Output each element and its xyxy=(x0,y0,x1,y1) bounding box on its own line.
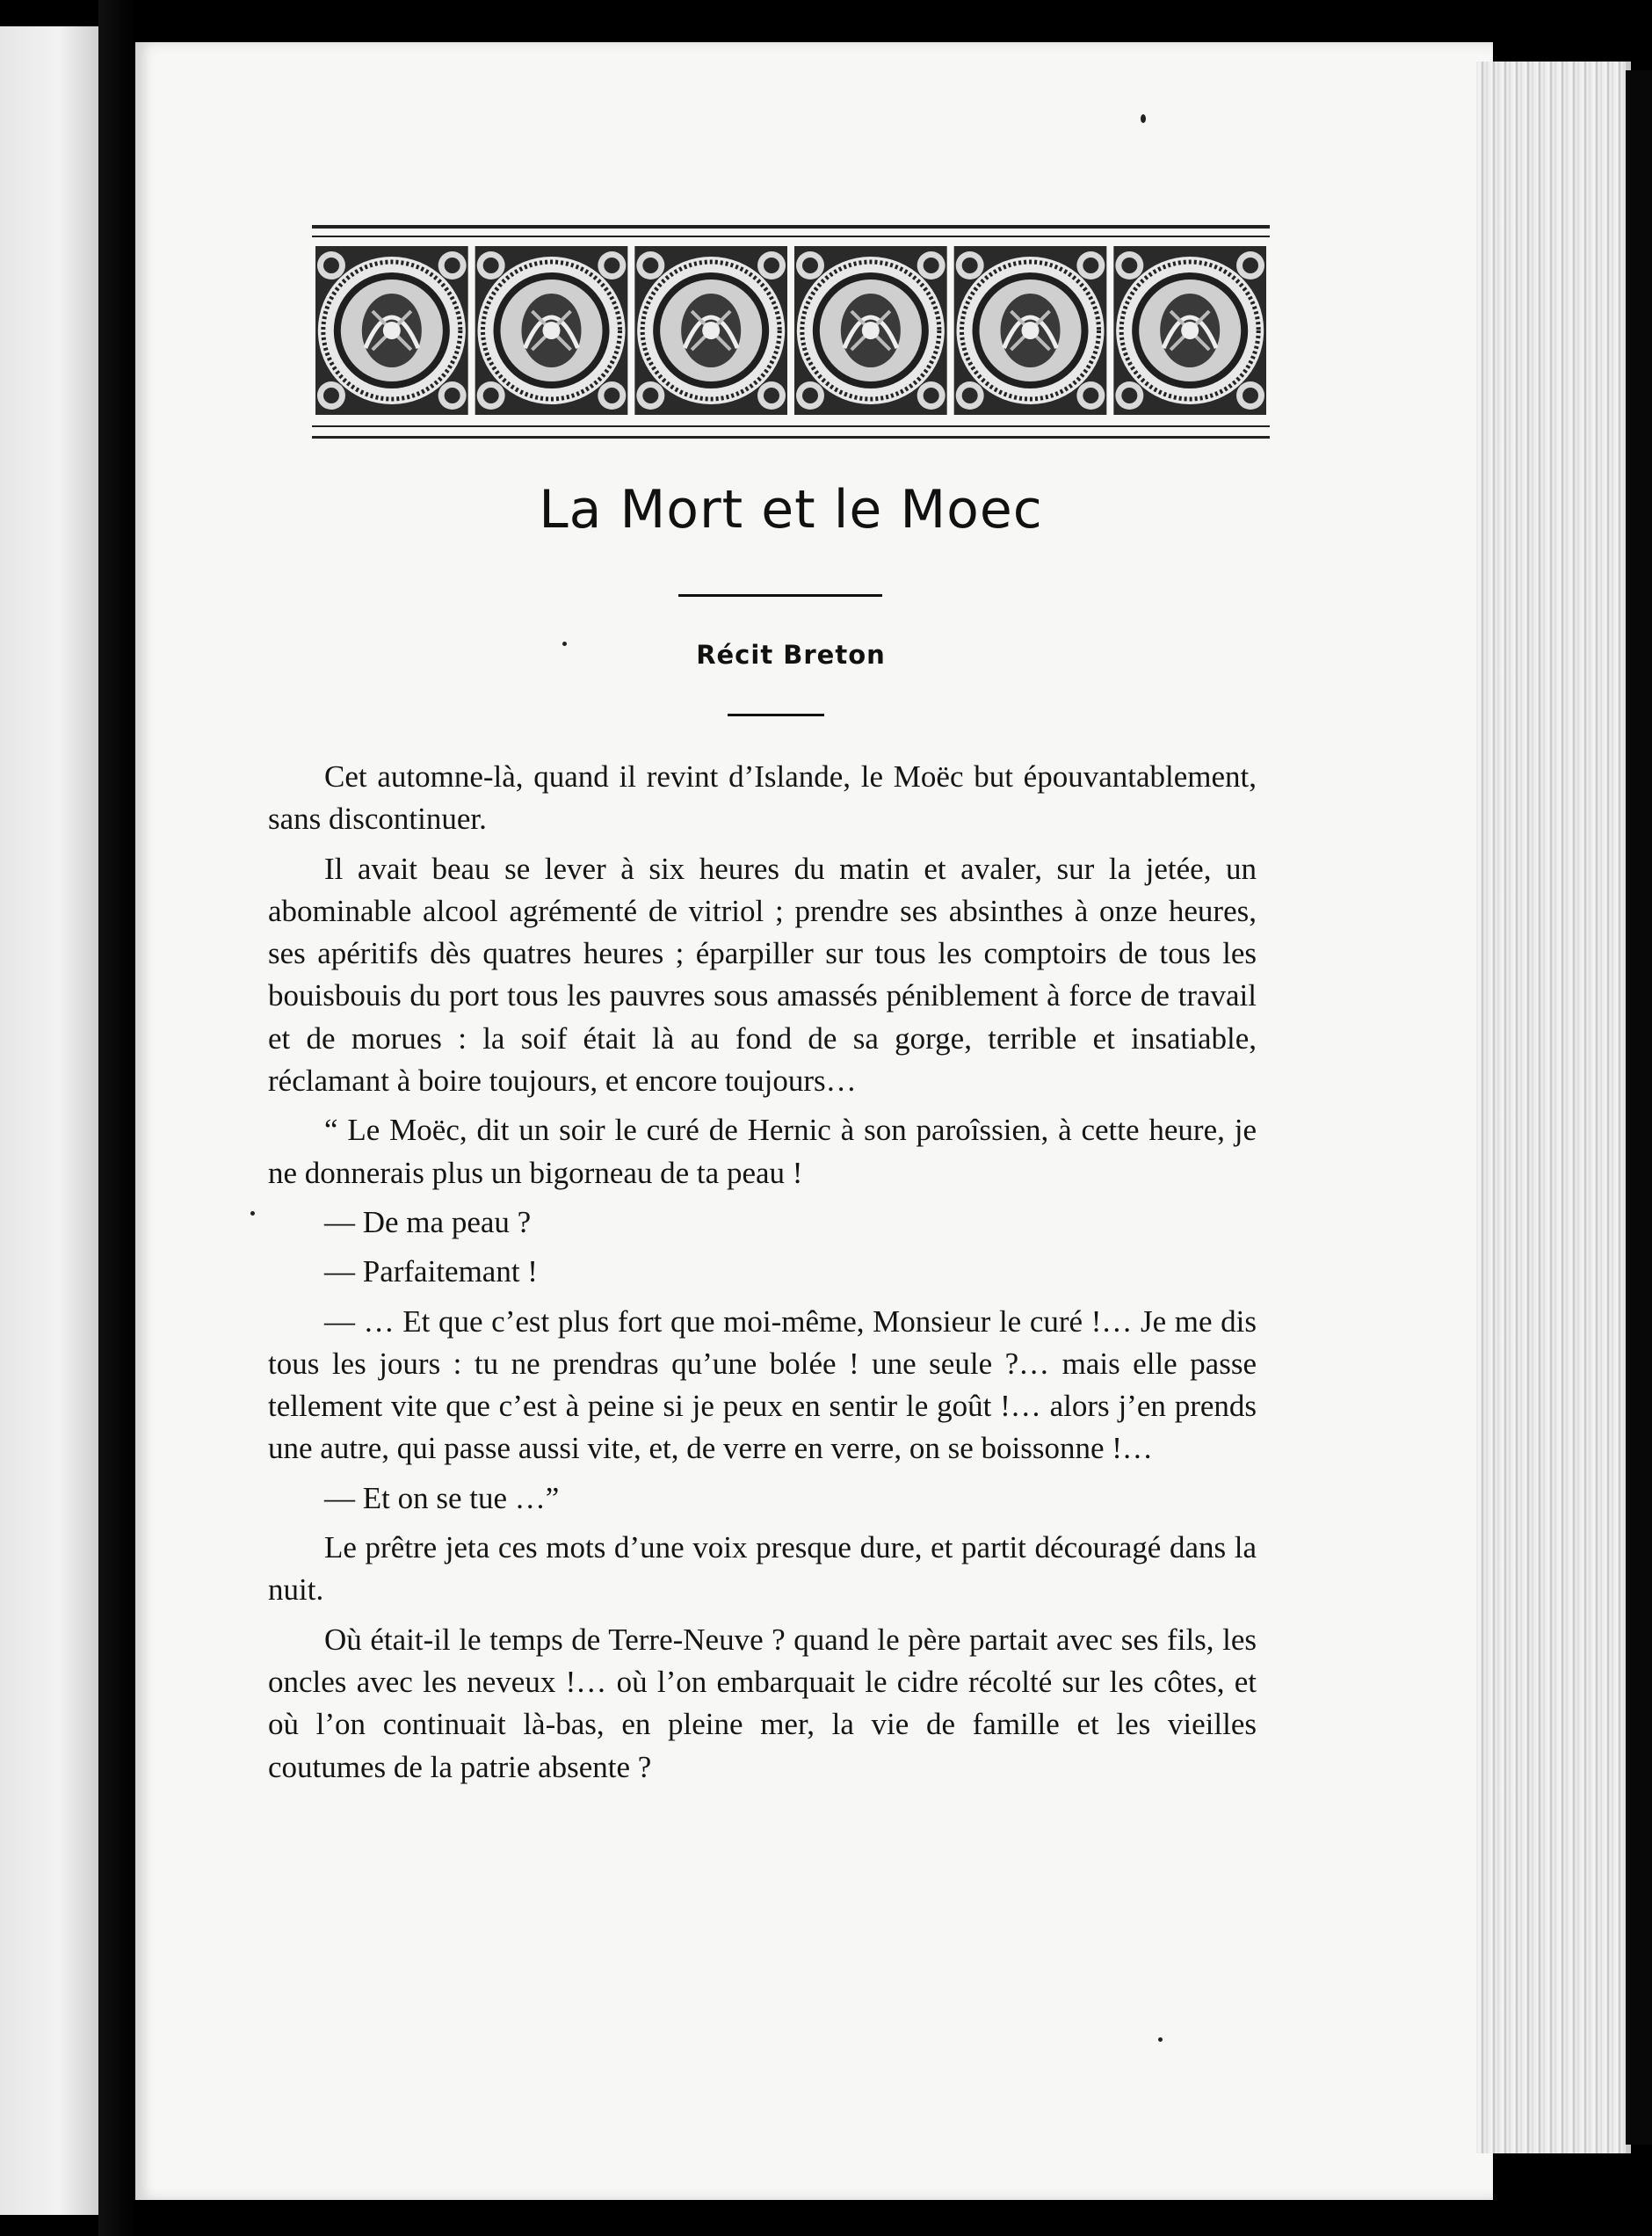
book-gutter xyxy=(98,0,135,2236)
paragraph: Cet automne-là, quand il revint d’Islande, le Moëc but épouvantablement, sans discontinuer. xyxy=(268,759,1257,837)
foliage-emblem-medallion-icon xyxy=(794,246,947,415)
dialogue-line: — De ma peau ? xyxy=(324,1204,532,1239)
dialogue-line: “ Le Moëc, dit un soir le curé de Hernic à son paroîssien, à cette heure, je ne donnerais plus un bigorneau de ta peau ! xyxy=(268,1113,1257,1190)
banner-top-rule-thin xyxy=(312,236,1270,237)
dialogue-line: — Et on se tue …” xyxy=(324,1480,560,1515)
title-divider xyxy=(678,594,882,597)
banner-top-rule xyxy=(312,225,1270,229)
print-speck xyxy=(250,1211,255,1216)
ornamental-header-banner xyxy=(312,225,1270,443)
dialogue-line: — Parfaitemant ! xyxy=(324,1254,538,1289)
page-title: La Mort et le Moec xyxy=(539,479,1043,541)
print-speck xyxy=(1158,2037,1163,2042)
page-stack-edge xyxy=(1476,62,1631,2153)
print-speck xyxy=(1141,114,1146,123)
banner-bottom-rule-thin xyxy=(312,425,1270,427)
paragraph: Il avait beau se lever à six heures du matin et avaler, sur la jetée, un abominable alcool agrémenté de vitriol ; prendre ses absinthes à onze heures, ses apéritifs dès quatres heures ; éparpiller sur tous les comptoirs de tous les bouisbouis du port tous les pauvres sous amassés péniblement à force de travail et de morues : la soif était là au fond de sa gorge, terrible et insatiable, réclamant à boire toujours, et encore toujours… xyxy=(268,851,1257,1099)
dialogue-line: — … Et que c’est plus fort que moi-même, Monsieur le curé !… Je me dis tous les jours : tu ne prendras qu’une bolée ! une seule ?… mais elle passe tellement vite que c’est à peine si je peux en sentir le goût !… alors j’en prends une autre, qui passe aussi vite, et, de verre en verre, on se boissonne !… xyxy=(268,1303,1257,1466)
cross-emblem-medallion-icon xyxy=(634,246,787,415)
banner-bottom-rule xyxy=(312,436,1270,439)
wheat-sheaf-medallion-icon xyxy=(315,246,468,415)
body-text xyxy=(268,756,1257,1796)
anchor-emblem-medallion-icon xyxy=(954,246,1107,415)
previous-page-edge xyxy=(0,26,98,2215)
paragraph: Où était-il le temps de Terre-Neuve ? quand le père partait avec ses fils, les oncles avec les neveux !… où l’on embarquait le cidre récolté sur les côtes, et où l’on continuait là-bas, en pleine mer, la vie de famille et les vieilles coutumes de la patrie absente ? xyxy=(268,1622,1257,1784)
subtitle-divider xyxy=(728,714,824,716)
binding-edge xyxy=(1626,70,1652,2145)
paragraph: Le prêtre jeta ces mots d’une voix presque dure, et partit découragé dans la nuit. xyxy=(268,1530,1257,1608)
page-subtitle: Récit Breton xyxy=(696,640,886,670)
saint-portrait-medallion-icon xyxy=(475,246,628,415)
profile-portrait-medallion-icon xyxy=(1113,246,1266,415)
print-speck xyxy=(562,642,567,646)
ornament-medallions xyxy=(312,243,1270,418)
